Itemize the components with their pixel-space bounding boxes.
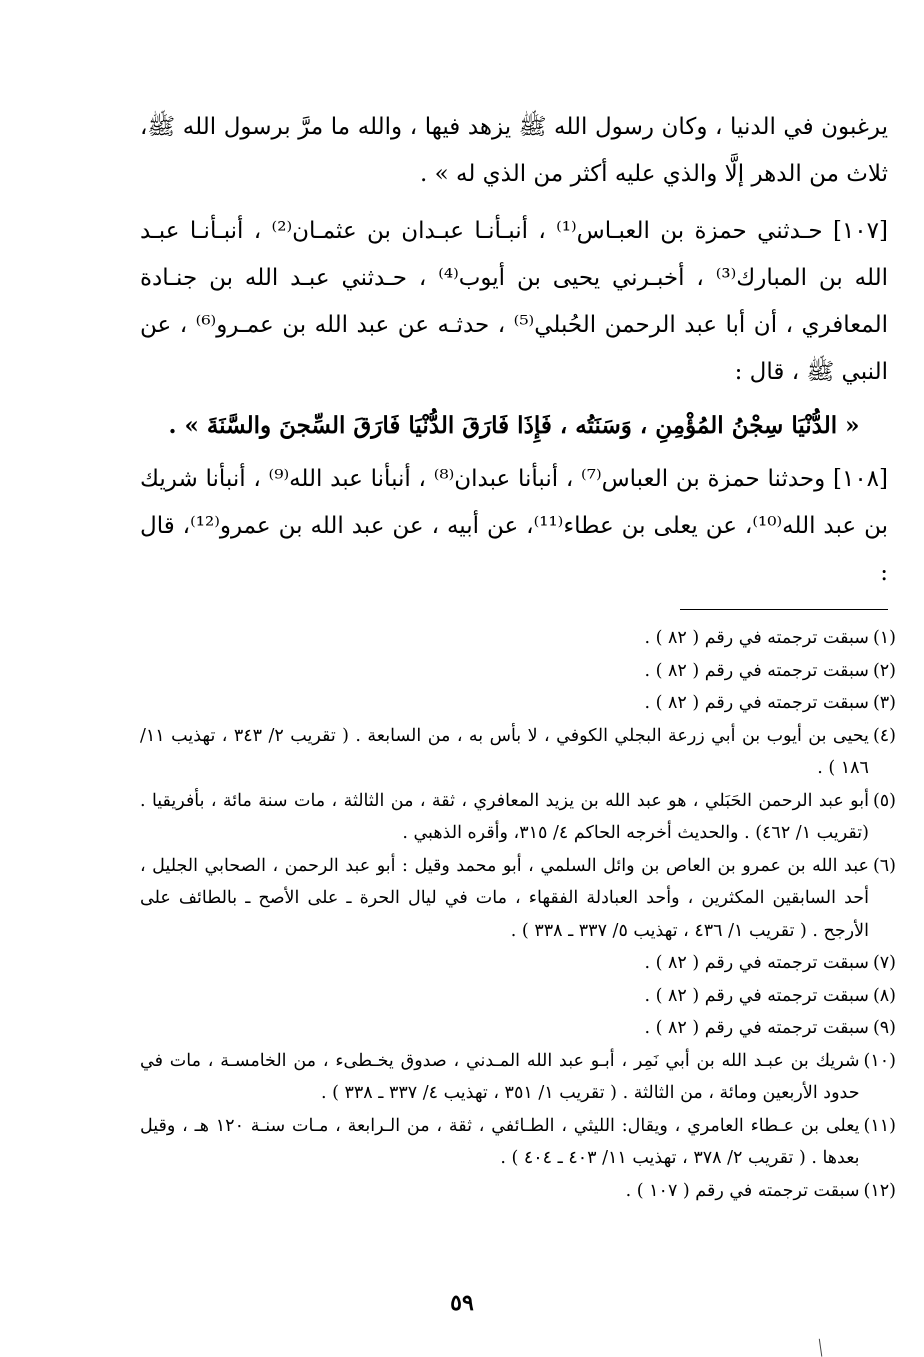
footnote-6 [140, 850, 896, 948]
footnote-number: (٩) [872, 1018, 896, 1038]
footnote-text: عبد الله بن عمرو بن العاص بن وائل السلمي ، أبو محمد وقيل : أبو عبد الرحمن ، الصحابي الجليل ، أحد السابقين المكثرين ، وأحد العبادلة الفقهاء ، مات في ليال الحرة ـ على الأصح ـ بالطائف على الأرجح . ( تقريب ١/ ٤٣٦ ، تهذيب ٥/ ٣٣٧ ـ ٣٣٨ ) . [140, 855, 869, 941]
footnote-number: (١١) [863, 1115, 896, 1136]
footnotes [140, 622, 896, 1207]
hadith-quote: « الدُّنْيَا سِجْنُ المُؤْمِنِ ، وَسَنَتُه ، فَإِذَا فَارَقَ الدُّنْيَا فَارَقَ السِّجنَ والسَّنَةَ » . [168, 412, 860, 439]
footnote-text: شريك بن عبـد الله بن أبي نَمِر ، أبـو عبد الله المـدني ، صدوق يخـطىء ، من الخامسـة ، مات في حدود الأربعين ومائة ، من الثالثة . ( تقريب ١/ ٣٥١ ، تهذيب ٤/ ٣٣٧ ـ ٣٣٨ ) . [140, 1050, 860, 1103]
footnote-number: (١٢) [863, 1180, 896, 1201]
footnote-number: (٢) [872, 660, 896, 681]
footnote-12 [140, 1175, 896, 1208]
footnote-4 [140, 720, 896, 785]
footnote-text: يعلى بن عـطاء العامري ، ويقال: الليثي ، الطـائفي ، ثقة ، من الـرابعة ، مـات سنـة ١٢٠ هـ ، وقيل بعدها . ( تقريب ٢/ ٣٧٨ ، تهذيب ١١/ ٤٠٣ ـ ٤٠٤ ) . [140, 1115, 860, 1168]
footnote-10 [140, 1045, 896, 1110]
footnote-text: سبقت ترجمته في رقم ( ١٠٧ ) . [625, 1180, 860, 1201]
footnote-text: سبقت ترجمته في رقم ( ٨٢ ) . [644, 1018, 869, 1038]
footnote-8 [140, 980, 896, 1013]
footnote-number: (١٠) [863, 1050, 896, 1071]
main-text [140, 104, 888, 597]
footnote-number: (٥) [872, 790, 896, 811]
footnote-3 [140, 687, 896, 720]
footnote-separator [680, 609, 888, 610]
footnote-2 [140, 655, 896, 688]
footnote-11 [140, 1110, 896, 1175]
footnote-number: (١) [872, 628, 896, 648]
footnote-number: (٣) [872, 693, 896, 713]
footnote-7 [140, 947, 896, 980]
footnote-text: سبقت ترجمته في رقم ( ٨٢ ) . [644, 693, 869, 713]
page-number: ٥٩ [450, 1290, 474, 1316]
paragraph-hadith-107: [١٠٧] حـدثني حمزة بن العبـاس⁽¹⁾ ، أنبـأنـا عبـدان بن عثمـان⁽²⁾ ، أنبـأنـا عبـد الله بن المبارك⁽³⁾ ، أخبـرني يحيى بن أيوب⁽⁴⁾ ، حـدثني عبـد الله بن جنـادة المعافري ، أن أبا عبد الرحمن الحُبلي⁽⁵⁾ ، حدثـه عن عبد الله بن عمـرو⁽⁶⁾ ، عن النبي ﷺ ، قال : [140, 218, 889, 385]
footnote-number: (٤) [872, 725, 896, 746]
footnote-5 [140, 785, 896, 850]
paragraph-continuation: يرغبون في الدنيا ، وكان رسول الله ﷺ يزهد فيها ، والله ما مرَّ برسول الله ﷺ، ثلاث من الدهر إلَّا والذي عليه أكثر من الذي له » . [140, 114, 888, 187]
footnote-text: سبقت ترجمته في رقم ( ٨٢ ) . [644, 628, 869, 648]
footnote-9 [140, 1012, 896, 1045]
footnote-number: (٨) [872, 985, 896, 1006]
paragraph-hadith-108: [١٠٨] وحدثنا حمزة بن العباس⁽⁷⁾ ، أنبأنا عبدان⁽⁸⁾ ، أنبأنا عبد الله⁽⁹⁾ ، أنبأنا شريك بن عبد الله⁽¹⁰⁾، عن يعلى بن عطاء⁽¹¹⁾، عن أبيه ، عن عبد الله بن عمرو⁽¹²⁾، قال : [140, 466, 889, 586]
footnote-number: (٧) [872, 953, 896, 973]
footnote-1 [140, 622, 896, 655]
footnote-text: سبقت ترجمته في رقم ( ٨٢ ) . [644, 660, 869, 681]
scan-mark [819, 1337, 832, 1356]
footnote-text: يحيى بن أيوب بن أبي زرعة البجلي الكوفي ، لا بأس به ، من السابعة . ( تقريب ٢/ ٣٤٣ ، تهذيب ١١/ ١٨٦ ) . [140, 725, 869, 778]
footnote-number: (٦) [872, 855, 896, 876]
footnote-text: سبقت ترجمته في رقم ( ٨٢ ) . [644, 953, 869, 973]
footnote-text: أبو عبد الرحمن الحَبَلي ، هو عبد الله بن يزيد المعافري ، ثقة ، من الثالثة ، مات سنة مائة ، بأفريقيا . (تقريب ١/ ٤٦٢) . والحديث أخرجه الحاكم ٤/ ٣١٥، وأقره الذهبي . [140, 790, 869, 843]
footnote-text: سبقت ترجمته في رقم ( ٨٢ ) . [644, 985, 869, 1006]
